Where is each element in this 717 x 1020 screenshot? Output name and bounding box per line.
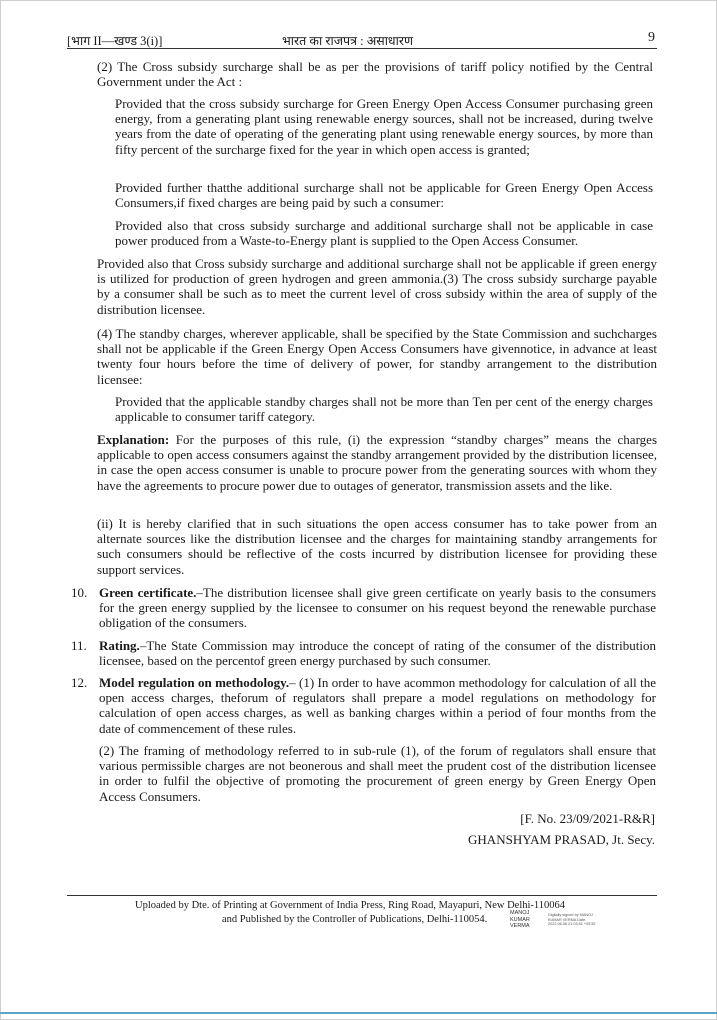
signatory: GHANSHYAM PRASAD, Jt. Secy. [468, 832, 655, 847]
page-number: 9 [648, 30, 655, 45]
para-2-cross-subsidy: (2) The Cross subsidy surcharge shall be as per the provisions of tariff policy notified by the Central Government under the Act : [97, 59, 653, 90]
proviso-green-hydrogen: Provided also that Cross subsidy surcharge and additional surcharge shall not be applicable if green energy is utilized for production of green hydrogen and green ammonia.(3) The cross subsidy surcharge payable by a consumer shall be such as to meet the current level of cross subsidy within the area of supply of the distribution licensee. [97, 256, 657, 317]
page-bottom-border [0, 1012, 717, 1014]
item-rating [99, 638, 656, 668]
file-number: [F. No. 23/09/2021-R&R] [520, 811, 655, 826]
explanation-paragraph [97, 432, 657, 493]
explanation-ii: (ii) It is hereby clarified that in such situations the open access consumer has to take power from an alternate sources like the distribution licensee and the charges for maintaining standby arrangements for such consumers should be reflective of the costs incurred by distribution licensee for providing these support services. [97, 516, 657, 577]
item-model-regulation [99, 675, 656, 736]
explanation-label: Explanation: [97, 432, 170, 447]
item-title: Model regulation on methodology. [99, 675, 290, 690]
header-rule [67, 48, 657, 49]
item-title: Rating. [99, 638, 140, 653]
footer-line-2: and Published by the Controller of Publications, Delhi-110054. [222, 914, 488, 925]
footer-rule [67, 895, 657, 896]
proviso-green-energy-surcharge: Provided that the cross subsidy surcharge for Green Energy Open Access Consumer purchasing green energy, from a generating plant using renewable energy sources, shall not be increased, during twelve years from the date of operating of the generating plant using renewable energy sources, by more than fifty percent of the surcharge fixed for the year in which open access is granted; [115, 96, 653, 157]
digital-signer-name: MANOJ KUMAR VERMA [510, 910, 530, 929]
proviso-waste-to-energy: Provided also that cross subsidy surcharge and additional surcharge shall not be applicable in case power produced from a Waste-to-Energy plant is supplied to the Open Access Consumer. [115, 218, 653, 249]
explanation-text: For the purposes of this rule, (i) the expression “standby charges” means the charges applicable to open access consumers against the standby arrangement provided by the distribution licensee, in case the open access consumer is unable to procure power from the generating sources with whom they have the agreements to procure power due to outages of generator, transmission assets and the like. [97, 432, 657, 493]
item-number: 12. [71, 675, 88, 690]
item-number: 11. [71, 638, 87, 653]
item-text: –The State Commission may introduce the concept of rating of the consumer of the distribution licensee, based on the percentof green energy purchased by such consumer. [99, 638, 656, 669]
item-number: 10. [71, 585, 88, 600]
item-text: – (1) In order to have acommon methodology for calculation of all the open access charges, theforum of regulators shall prepare a model regulations on methodology for calculation of open access charges, as well as banking charges within a period of four months from the date of commencement of these rules. [99, 675, 656, 736]
item-green-certificate [99, 585, 656, 631]
footer-line-1: Uploaded by Dte. of Printing at Government of India Press, Ring Road, Mayapuri, New Delhi-110064 [135, 900, 566, 911]
para-4-standby-charges: (4) The standby charges, wherever applicable, shall be specified by the State Commission and suchcharges shall not be applicable if the Green Energy Open Access Consumers have givennotice, in advance at least twenty four hours before the time of delivery of power, for standby arrangement to the distribution licensee: [97, 326, 657, 387]
item-12-subrule-2: (2) The framing of methodology referred to in sub-rule (1), of the forum of regulators shall ensure that various permissible charges are not beonerous and shall meet the prudent cost of the distribution licensee in order to fulfil the objective of promoting the procurement of green energy by Green Energy Open Access Consumers. [99, 743, 656, 804]
item-title: Green certificate. [99, 585, 197, 600]
digital-signature-details: Digitally signed by MANOJ KUMAR VERMA Date: 2022.06.06 21:03:51 +05'30' [548, 913, 597, 927]
item-text: –The distribution licensee shall give green certificate on yearly basis to the consumers for the green energy supplied by the licensee to consumer on his request beyond the renewable purchase obligation of the consumers. [99, 585, 656, 631]
proviso-standby-cap: Provided that the applicable standby charges shall not be more than Ten per cent of the energy charges applicable to consumer tariff category. [115, 394, 653, 425]
gazette-title: भारत का राजपत्र : असाधारण [282, 34, 414, 48]
gazette-part: [भाग II—खण्ड 3(i)] [67, 34, 163, 48]
proviso-additional-surcharge: Provided further thatthe additional surcharge shall not be applicable for Green Energy Open Access Consumers,if fixed charges are being paid by such a consumer: [115, 180, 653, 211]
page-header [67, 30, 657, 48]
